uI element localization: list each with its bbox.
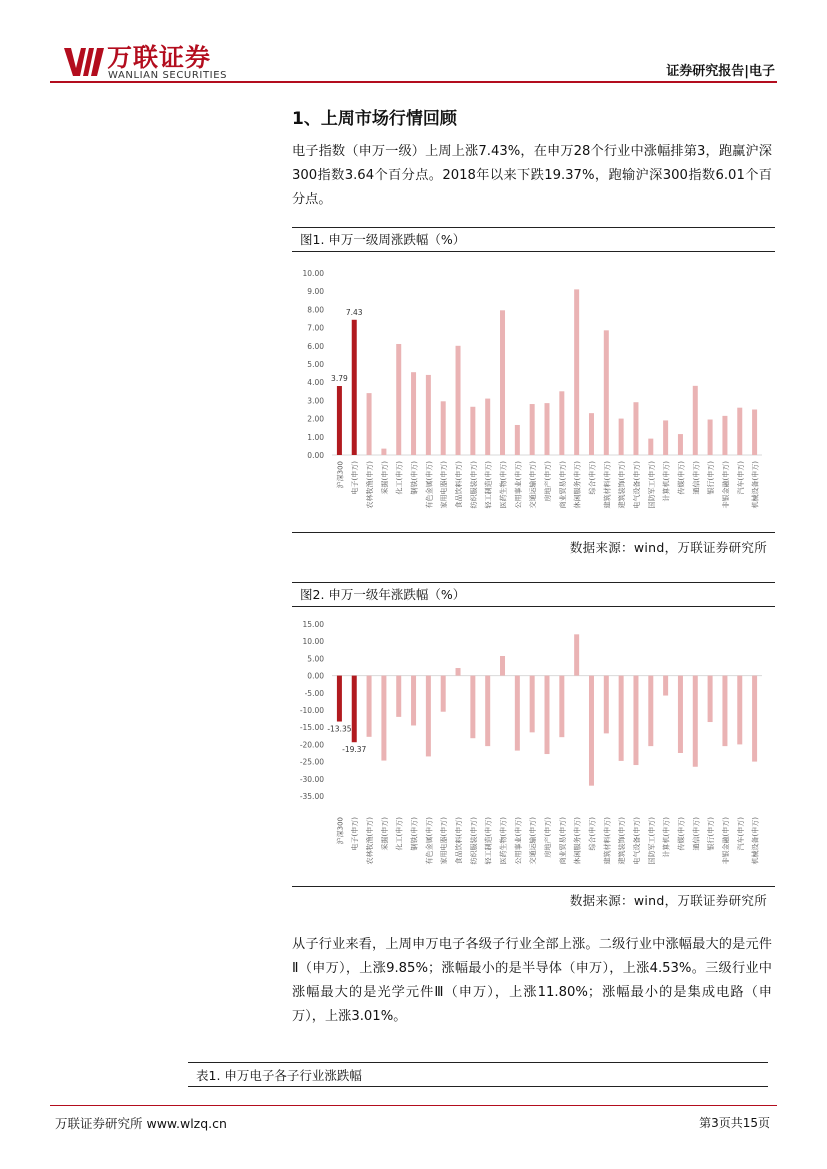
y-tick-label: 15.00 xyxy=(302,620,324,629)
wanlian-logo-icon xyxy=(64,46,104,78)
category-label: 农林牧渔(申万) xyxy=(366,817,375,865)
category-label: 机械设备(申万) xyxy=(751,460,760,509)
y-tick-label: 4.00 xyxy=(307,378,324,388)
bar xyxy=(456,668,461,676)
data-label: 3.79 xyxy=(331,374,348,384)
bar xyxy=(648,439,653,455)
bar xyxy=(470,407,475,455)
y-tick-label: -5.00 xyxy=(304,688,324,698)
bar xyxy=(559,391,564,455)
bar xyxy=(545,676,550,754)
bar xyxy=(633,402,638,455)
category-label: 食品饮料(申万) xyxy=(455,817,464,865)
y-tick-label: 10.00 xyxy=(302,269,324,278)
footer-brand: 万联证券研究所 www.wlzq.cn xyxy=(55,1116,227,1131)
bar xyxy=(411,676,416,726)
bar xyxy=(485,676,490,747)
category-label: 电气设备(申万) xyxy=(632,461,641,509)
category-label: 非银金融(申万) xyxy=(721,817,730,865)
bar xyxy=(737,676,742,745)
y-tick-label: 9.00 xyxy=(307,287,324,297)
category-label: 食品饮料(申万) xyxy=(455,461,464,509)
category-label: 商业贸易(申万) xyxy=(558,461,567,509)
y-tick-label: -15.00 xyxy=(299,723,324,733)
category-label: 计算机(申万) xyxy=(662,817,671,858)
category-label: 家用电器(申万) xyxy=(440,817,449,865)
header-divider xyxy=(50,81,777,83)
bar xyxy=(470,676,475,739)
category-label: 采掘(申万) xyxy=(380,817,389,851)
bar xyxy=(367,393,372,455)
y-tick-label: -10.00 xyxy=(299,706,324,715)
bar xyxy=(574,634,579,675)
bar xyxy=(530,404,535,455)
data-label: -19.37 xyxy=(342,745,367,755)
yearly-change-chart xyxy=(292,607,775,887)
category-label: 传媒(申万) xyxy=(677,461,686,495)
category-label: 轻工制造(申万) xyxy=(484,817,493,865)
figure-caption: 图1. 申万一级周涨跌幅（%） xyxy=(292,227,775,252)
bar xyxy=(500,310,505,455)
category-label: 钢铁(申万) xyxy=(410,461,419,495)
figure-source: 数据来源：wind，万联证券研究所 xyxy=(569,540,767,555)
bar xyxy=(396,676,401,717)
category-label: 建筑装饰(申万) xyxy=(618,461,627,509)
bar xyxy=(633,676,638,765)
y-tick-label: 10.00 xyxy=(302,637,324,647)
category-label: 通信(申万) xyxy=(692,817,701,851)
y-tick-label: 0.00 xyxy=(307,451,324,460)
category-label: 医药生物(申万) xyxy=(499,817,508,865)
bar xyxy=(604,676,609,734)
category-label: 家用电器(申万) xyxy=(440,461,449,509)
bar xyxy=(426,375,431,455)
category-label: 通信(申万) xyxy=(692,461,701,495)
category-label: 机械设备(申万) xyxy=(751,817,760,865)
bar xyxy=(441,401,446,455)
bar xyxy=(619,676,624,761)
bar xyxy=(722,416,727,455)
weekly-change-chart xyxy=(292,252,775,522)
y-tick-label: 7.00 xyxy=(307,323,324,333)
bar xyxy=(619,419,624,455)
bar xyxy=(352,676,357,743)
page-number: 第3页共15页 xyxy=(699,1116,770,1130)
bar xyxy=(663,420,668,455)
bar xyxy=(367,676,372,737)
figure-divider xyxy=(292,886,775,887)
category-label: 农林牧渔(申万) xyxy=(366,461,375,509)
bar xyxy=(515,676,520,751)
category-label: 建筑装饰(申万) xyxy=(618,817,627,865)
bar xyxy=(663,676,668,696)
category-label: 有色金属(申万) xyxy=(425,817,434,865)
category-label: 纺织服装(申万) xyxy=(469,461,478,509)
sub-industry-paragraph: 从子行业来看，上周申万电子各级子行业全部上涨。二级行业中涨幅最大的是元件Ⅱ（申万），上涨9.85%；涨幅最小的是半导体（申万），上涨4.53%。三级行业中涨幅最大的是光学元件Ⅲ（申万），上涨11.80%；涨幅最小的是集成电路（申万），上涨3.01%。 xyxy=(292,937,772,1024)
y-tick-label: -35.00 xyxy=(299,792,324,801)
page-header xyxy=(50,40,777,82)
y-tick-label: 6.00 xyxy=(307,341,324,351)
figure-weekly-change xyxy=(292,227,775,557)
y-tick-label: 0.00 xyxy=(307,671,324,681)
bar xyxy=(693,676,698,767)
category-label: 医药生物(申万) xyxy=(499,461,508,509)
y-tick-label: -25.00 xyxy=(299,757,324,767)
report-type: 证券研究报告|电子 xyxy=(666,64,775,79)
bar xyxy=(411,372,416,455)
category-label: 休闲服务(申万) xyxy=(573,817,582,865)
y-tick-label: 8.00 xyxy=(307,305,324,315)
bar xyxy=(559,676,564,738)
brand-name-en: WANLIAN SECURITIES xyxy=(108,70,228,81)
category-label: 计算机(申万) xyxy=(662,461,671,502)
bar xyxy=(574,289,579,455)
category-label: 传媒(申万) xyxy=(677,817,686,851)
category-label: 国防军工(申万) xyxy=(647,817,656,865)
bar xyxy=(485,399,490,455)
bar xyxy=(545,403,550,455)
category-label: 沪深300 xyxy=(336,461,345,489)
bar xyxy=(381,449,386,455)
bar xyxy=(530,676,535,733)
bar xyxy=(456,346,461,455)
category-label: 商业贸易(申万) xyxy=(558,817,567,865)
category-label: 汽车(申万) xyxy=(736,817,745,851)
bar xyxy=(648,676,653,747)
category-label: 电子(申万) xyxy=(351,461,360,495)
bar xyxy=(752,410,757,456)
bar xyxy=(589,676,594,786)
footer-divider xyxy=(50,1105,777,1106)
y-tick-label: 5.00 xyxy=(307,654,324,664)
category-label: 化工(申万) xyxy=(395,817,404,851)
figure-divider xyxy=(292,532,775,533)
category-label: 公用事业(申万) xyxy=(514,461,523,509)
bar xyxy=(337,676,342,722)
bar xyxy=(441,676,446,712)
data-label: -13.35 xyxy=(327,724,352,734)
bar xyxy=(604,330,609,455)
category-label: 建筑材料(申万) xyxy=(603,817,612,865)
category-label: 银行(申万) xyxy=(707,461,716,495)
y-tick-label: 3.00 xyxy=(307,396,324,406)
y-tick-label: 1.00 xyxy=(307,432,324,442)
bar xyxy=(693,386,698,455)
category-label: 休闲服务(申万) xyxy=(573,461,582,509)
category-label: 非银金融(申万) xyxy=(721,461,730,509)
y-tick-label: 2.00 xyxy=(307,414,324,424)
bar xyxy=(337,386,342,455)
data-label: 7.43 xyxy=(345,307,363,317)
bar xyxy=(352,320,357,455)
category-label: 房地产(申万) xyxy=(544,817,552,858)
figure-source: 数据来源：wind，万联证券研究所 xyxy=(569,893,767,908)
brand-name-cn: 万联证券 xyxy=(107,43,212,72)
category-label: 综合(申万) xyxy=(588,817,597,851)
category-label: 国防军工(申万) xyxy=(647,461,656,509)
bar xyxy=(589,413,594,455)
category-label: 交通运输(申万) xyxy=(529,817,538,865)
figure-caption: 图2. 申万一级年涨跌幅（%） xyxy=(292,582,775,607)
bar xyxy=(381,676,386,761)
category-label: 采掘(申万) xyxy=(380,461,389,495)
category-label: 公用事业(申万) xyxy=(514,817,523,865)
bar xyxy=(678,676,683,753)
category-label: 纺织服装(申万) xyxy=(469,817,478,865)
bar xyxy=(515,425,520,455)
category-label: 电子(申万) xyxy=(351,817,360,851)
bar xyxy=(678,434,683,455)
figure-yearly-change xyxy=(292,582,775,912)
bar xyxy=(752,676,757,762)
y-tick-label: -30.00 xyxy=(299,774,324,784)
category-label: 交通运输(申万) xyxy=(529,461,538,509)
category-label: 建筑材料(申万) xyxy=(603,461,612,509)
category-label: 沪深300 xyxy=(336,817,345,845)
y-tick-label: 5.00 xyxy=(307,360,324,369)
bar xyxy=(426,676,431,757)
category-label: 汽车(申万) xyxy=(736,461,745,495)
y-tick-label: -20.00 xyxy=(299,740,324,750)
category-label: 轻工制造(申万) xyxy=(484,461,493,509)
category-label: 有色金属(申万) xyxy=(425,461,434,509)
category-label: 电气设备(申万) xyxy=(632,817,641,865)
bar xyxy=(708,676,713,722)
category-label: 房地产(申万) xyxy=(544,461,552,502)
category-label: 钢铁(申万) xyxy=(410,817,419,851)
table-caption: 表1. 申万电子各子行业涨跌幅 xyxy=(188,1062,768,1087)
market-review-paragraph: 电子指数（申万一级）上周上涨7.43%，在申万28个行业中涨幅排第3，跑赢沪深300指数3.64个百分点。2018年以来下跌19.37%，跑输沪深300指数6.01个百分点。 xyxy=(292,144,772,207)
bar xyxy=(737,408,742,455)
bar xyxy=(396,344,401,455)
bar xyxy=(722,676,727,747)
bar xyxy=(708,420,713,455)
category-label: 化工(申万) xyxy=(395,461,404,495)
category-label: 银行(申万) xyxy=(707,817,716,851)
category-label: 综合(申万) xyxy=(588,461,597,495)
section-title: 1、上周市场行情回顾 xyxy=(292,109,457,129)
bar xyxy=(500,656,505,676)
